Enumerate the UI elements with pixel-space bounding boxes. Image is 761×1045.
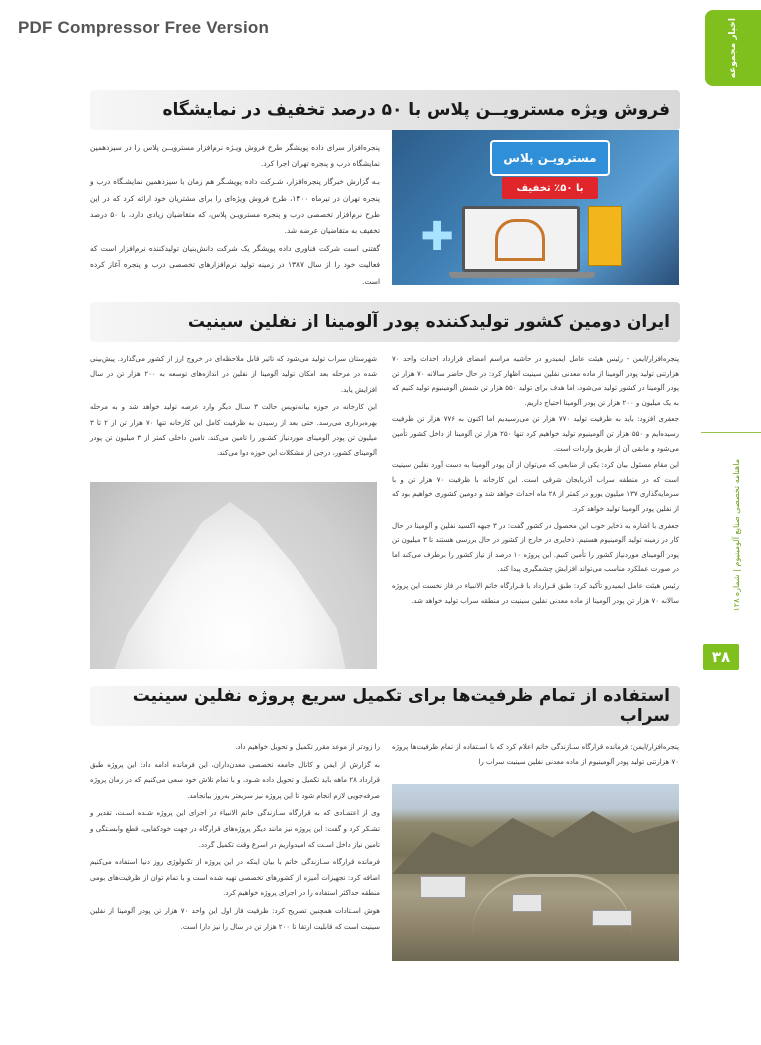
building-graphic [512, 894, 542, 912]
article2-paragraph: جعفری با اشاره به ذخایر خوب این محصول در کشور گفت: در ۳ جبهه اکسید نفلین و آلومینا در حال کار در زمینه تولید آلومینیوم هستیم. ذخایری در خارج از کشور در حال بررسی هستند تا ۳ میلیون تن پودر آلومینای موردنیاز کشور را تأمین کنیم. این پروژه ۱۰ درصد از نیاز کشور را برطرف می‌کند اما در صورت عملکرد مناسب می‌تواند افزایش چشمگیری پیدا کند. [392, 521, 680, 574]
article2-paragraph: این کارخانه در حوزه‌ بیانه‌نویس حالت ۳ سـال دیگر وارد عرصه تولید خواهد شد و به مرحله بهره‌برداری می‌رسد. حتی بعد از رسیدن به ظرفیت کامل این کارخانه تنها ۷۰ هزار تن از ۲ تا ۳ میلیون تن پودر آلومینای موردنیاز کشـور را تامین می‌کند. تامین داخلی کمتر از ۳ میلیون تن پودر آلومینای کشور، درجی از مشکلات این حوزه دوا می‌کند. [90, 403, 377, 458]
alumina-powder-image [90, 482, 377, 669]
plus-icon: ✚ [420, 214, 454, 260]
laptop-graphic [462, 206, 580, 272]
building-graphic [592, 910, 632, 926]
section-tab [705, 10, 761, 86]
section-tab-label: اخبار مجموعه [728, 17, 738, 79]
article1-title: فروش ویژه مسترویــن پلاس با ۵۰ درصد تخفیف در نمایشگاه [162, 100, 670, 120]
article3-paragraph: را زودتر از موعد مقرر تکمیل و تحویل خواهیم داد. [235, 743, 380, 751]
article2-left-column [90, 352, 377, 464]
image-banner: مسترویـن پلاس [490, 140, 610, 176]
article2-headline [90, 302, 680, 342]
article3-paragraph: فرمانده قرارگاه سـازندگی خاتم با بیان اینکه در این پروژه از تکنولوژی روز دنیا استفاده می‌کنیم اضافه کرد: تجهیزات آمیزه از کشورهای تخصصی تهیه شده است و با تمام توان از ظرفیت‌های بومی منطقه حداکثر استفاده را در اجرای پروژه خواهیم کرد. [90, 858, 380, 898]
article2-paragraph: جعفری افزود: باید به ظرفیت تولید ۷۷۰ هزار تن می‌رسیدیم اما اکنون به ۷۷۶ هزار تن ظرفیت رسیده‌ایم و ۵۵۰ هزار تن آلومینیوم تولید خواهیم کرد تنها ۲۵۰ هزار تن آلومینا از داخل کشور تأمین می‌شود و مابقی آن از طریق واردات است. [392, 415, 679, 453]
building-graphic [420, 876, 466, 898]
article1-headline [90, 90, 680, 130]
page-number: ۳۸ [703, 644, 739, 670]
article1-paragraph: بـه گزارش خبرگار پنجره‌افزار، شـرکت داده پویشـگر هم زمان با سیزدهمین نمایشـگاه درب و پنجره تهران در تیرماه ۱۴۰۰، طرح فروش ویژه‌ای را برای مشتریان خود ارائه کرد که در این طرح نرم‌افزار تخصصی درب و پنجره مسترویـن پلاس، که متقاضیان زیادی دارد، با ۵۰ درصد تخفیف به متقاضیان عرضه شد. [90, 177, 380, 236]
article2-title: ایران دومین کشور تولیدکننده پودر آلومینا از نفلین سینیت [187, 312, 670, 332]
article3-paragraph: به گزارش از ایمن و کانال جامعه تخصصی معدن‌داران، این فرمانده ادامه داد: این پروژه طبق قرارداد ۲۸ ماهه باید تکمیل و تحویل داده شـود، و با تمام تلاش خود سعی می‌کنیم که در زمان پروژه صرفه‌جویی لازم انجام شود تا این پروژه نیز سریعتر به‌روز بیانجامد. [90, 760, 380, 800]
powder-pile-graphic [114, 502, 346, 669]
side-rail [725, 420, 747, 650]
article2-paragraph: این مقام مسئول بیان کرد: یکی از منابعی که می‌توان از آن پودر آلومینا به دست آورد نفلین سینیت است که در منطقه سراب آذربایجان شرقی است. این کارخانه با ظرفیت ۷۰ هزار تن و با سرمایه‌گذاری ۱۳۷ میلیون یورو در کمتر از ۲۸ ماه احداث خواهد شد و دومین کشوری خواهیم بود که از نفلین پودر آلومینا تولید خواهد کرد. [392, 461, 679, 513]
pdf-compressor-watermark: PDF Compressor Free Version [18, 18, 270, 37]
software-box-graphic [588, 206, 622, 266]
mountain-graphic [392, 804, 679, 874]
article3-title: استفاده از تمام ظرفیت‌ها برای تکمیل سریع پروژه نفلین سینیت سراب [132, 686, 670, 726]
article3-paragraph: وی از اعتمـادی که به قرارگاه سـازندگی خاتم الانبیاء در اجرای این پروژه شـده اسـت، تقدیر و تشـکر کرد و گفت: این پروژه نیز مانند دیگر پروژه‌های قرارگاه در جهت خودکفایی، قطع وابسـتگی و تامین نیاز داخل اسـت که امیدواریم در اسرع وقت تکمیل گردد. [90, 809, 380, 849]
construction-site-image [392, 784, 679, 961]
article2-right-column [392, 352, 679, 610]
article1-body [90, 140, 380, 292]
article2-paragraph: رئیس هیئت عامل ایمیدرو تأکید کرد: طبق قـرارداد با قـرارگاه خاتم الانبیاء در فاز نخست این پروژه سالانه ۷۰ هزار تن پودر آلومینا از ماده معدنی نفلین سینیت در منطقه سراب تولید خواهد شد. [392, 581, 679, 605]
article2-paragraph: پنجره‌افزار/ایمن - رئیس هیئت عامل ایمیدرو در حاشیه مراسم امضای قرارداد احداث واحد ۷۰ هزارتنی تولید پودر آلومینا از ماده معدنی نفلین سینیت اظهار کرد: در حال حاضر سالانه ۷۰ هزار تن پودر آلومینا در کشور تولید می‌شود، اما هدف برای تولید ۵۵۰ هزار تن شمش آلومینیوم تولید کنیم که به یک میلیون و ۲۰۰ هزار تن پودر آلومینا احتیاج داریم. [392, 355, 680, 407]
article1-paragraph: پنجره‌افزار سرای داده پویشگر طرح فروش ویـژه نرم‌افزار مسترویــن پلاس را در سیزدهمین نمایشگاه درب و پنجره تهران اجرا کرد. [90, 143, 380, 169]
article1-image [392, 130, 679, 285]
article1-paragraph: گفتنی است شرکت فناوری داده پویشگر یک شرکت دانش‌بنیان تولیدکننده نرم‌افزار است که فعالیت خود را از سال ۱۳۸۷ در زمینه تولید نرم‌افزارهای تخصصی درب و پنجره آغاز کرده است. [90, 244, 380, 286]
article3-paragraph: هوش اسـتادات همچنین تصریح کرد: ظرفیت فاز اول این واحد ۷۰ هزار تن پودر آلومینا از نفلین سینیت است که قابلیت ارتقا تا ۲۰۰ هزار تن در سال را نیز دارا است. [90, 906, 380, 931]
article3-headline [90, 686, 680, 726]
article3-left-column [90, 740, 380, 937]
article3-right-column [392, 740, 679, 772]
article3-paragraph: پنجره‌افزار/ایمن: فرمانده قرارگاه سـازندگی خاتم اعلام کرد که با اسـتفاده از تمام ظرفیت‌ها پروژه ۷۰ هزارتنی تولید پودر آلومینیوم از ماده معدنی نفلین سینیت سراب را [392, 743, 679, 766]
image-promo-badge: با ۵۰٪ تخفیف [502, 177, 598, 199]
article2-paragraph: شهرستان سراب تولید می‌شود که تاثیر قابل ملاحظه‌ای در خروج ارز از کشور می‌گذارد. پیش‌بینی شده در مرحله بعد امکان تولید آلومینا از نفلین در اندازه‌های توسعه به ۲۰۰ هزار تن در سال افزایش یابد. [90, 355, 378, 394]
side-rail-label: ماهنامه تخصصی صنایع آلومینیوم | شماره ۱۲۸ [731, 458, 741, 612]
